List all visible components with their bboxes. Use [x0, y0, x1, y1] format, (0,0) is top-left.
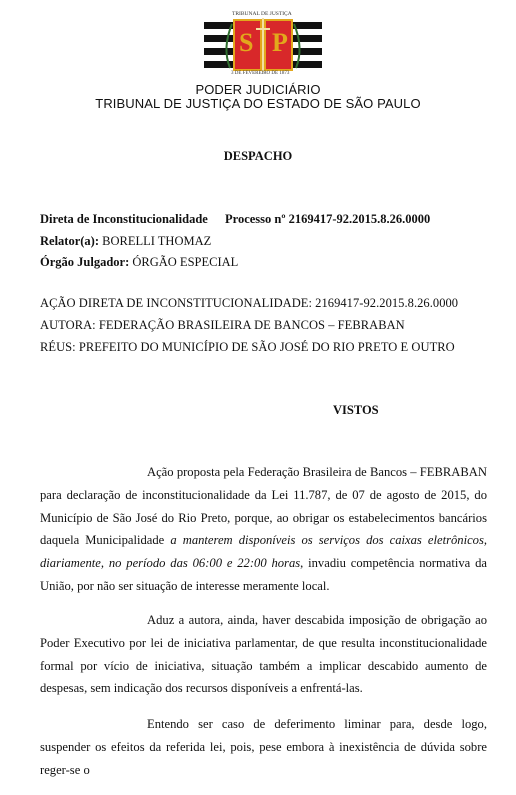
relator-label: Relator(a): [40, 234, 99, 248]
paragraph-1-text-a: Ação proposta pela Federação Brasileira de Bancos – FEBRABAN para declaração de inconstitucionalidade da Lei 11.787, de 07 de agosto de 2015, do Município de São José do Rio Preto, porque, ao obrigar os estabelecimentos bancários daquela Municipalidade [40, 465, 487, 548]
seal-letter-p: P [272, 28, 288, 57]
header-line1: PODER JUDICIÁRIO [195, 82, 321, 97]
document-title: DESPACHO [223, 149, 293, 163]
orgao-label: Órgão Julgador: [40, 255, 130, 269]
orgao-line [40, 255, 238, 270]
header-line2: TRIBUNAL DE JUSTIÇA DO ESTADO DE SÃO PAULO [95, 96, 421, 111]
process-label: Processo nº 2169417-92.2015.8.26.0000 [225, 212, 431, 226]
parties-line1: AÇÃO DIRETA DE INCONSTITUCIONALIDADE: 2169417-92.2015.8.26.0000 [40, 296, 459, 310]
court-seal [204, 8, 322, 80]
court-seal-icon [204, 8, 322, 80]
parties-line2: AUTORA: FEDERAÇÃO BRASILEIRA DE BANCOS – FEBRABAN [40, 318, 405, 332]
class-label: Direta de Inconstitucionalidade [40, 212, 208, 226]
paragraph-1 [40, 461, 487, 598]
seal-bottom-text: 3 DE FEVEREIRO DE 1873 [231, 71, 290, 76]
paragraph-1-text-b: , invadiu competência normativa da União, por não ser situação de interesse meramente local. [40, 556, 487, 593]
paragraph-2: Aduz a autora, ainda, haver descabida imposição de obrigação ao Poder Executivo por lei de iniciativa parlamentar, de que resulta inconstitucionalidade formal por vício de iniciativa, situação também a implicar descabido aumento de despesas, sem indicação dos recursos disponíveis a enfrentá-las. [40, 613, 487, 696]
relator-value: BORELLI THOMAZ [102, 234, 212, 248]
orgao-value: ÓRGÃO ESPECIAL [132, 255, 239, 269]
parties-line3: RÉUS: PREFEITO DO MUNICÍPIO DE SÃO JOSÉ DO RIO PRETO E OUTRO [40, 340, 455, 354]
vistos-heading: VISTOS [333, 403, 379, 417]
paragraph-1-italic: a manterem disponíveis os serviços dos caixas eletrônicos, diariamente, no período das 06:00 e 22:00 horas [40, 533, 487, 571]
seal-letter-s: S [239, 28, 254, 57]
seal-top-text: TRIBUNAL DE JUSTIÇA [232, 11, 292, 17]
relator-line [40, 234, 211, 249]
paragraph-3: Entendo ser caso de deferimento liminar para, desde logo, suspender os efeitos da referida lei, pois, pese embora à inexistência de dúvida sobre reger-se o [40, 717, 487, 777]
